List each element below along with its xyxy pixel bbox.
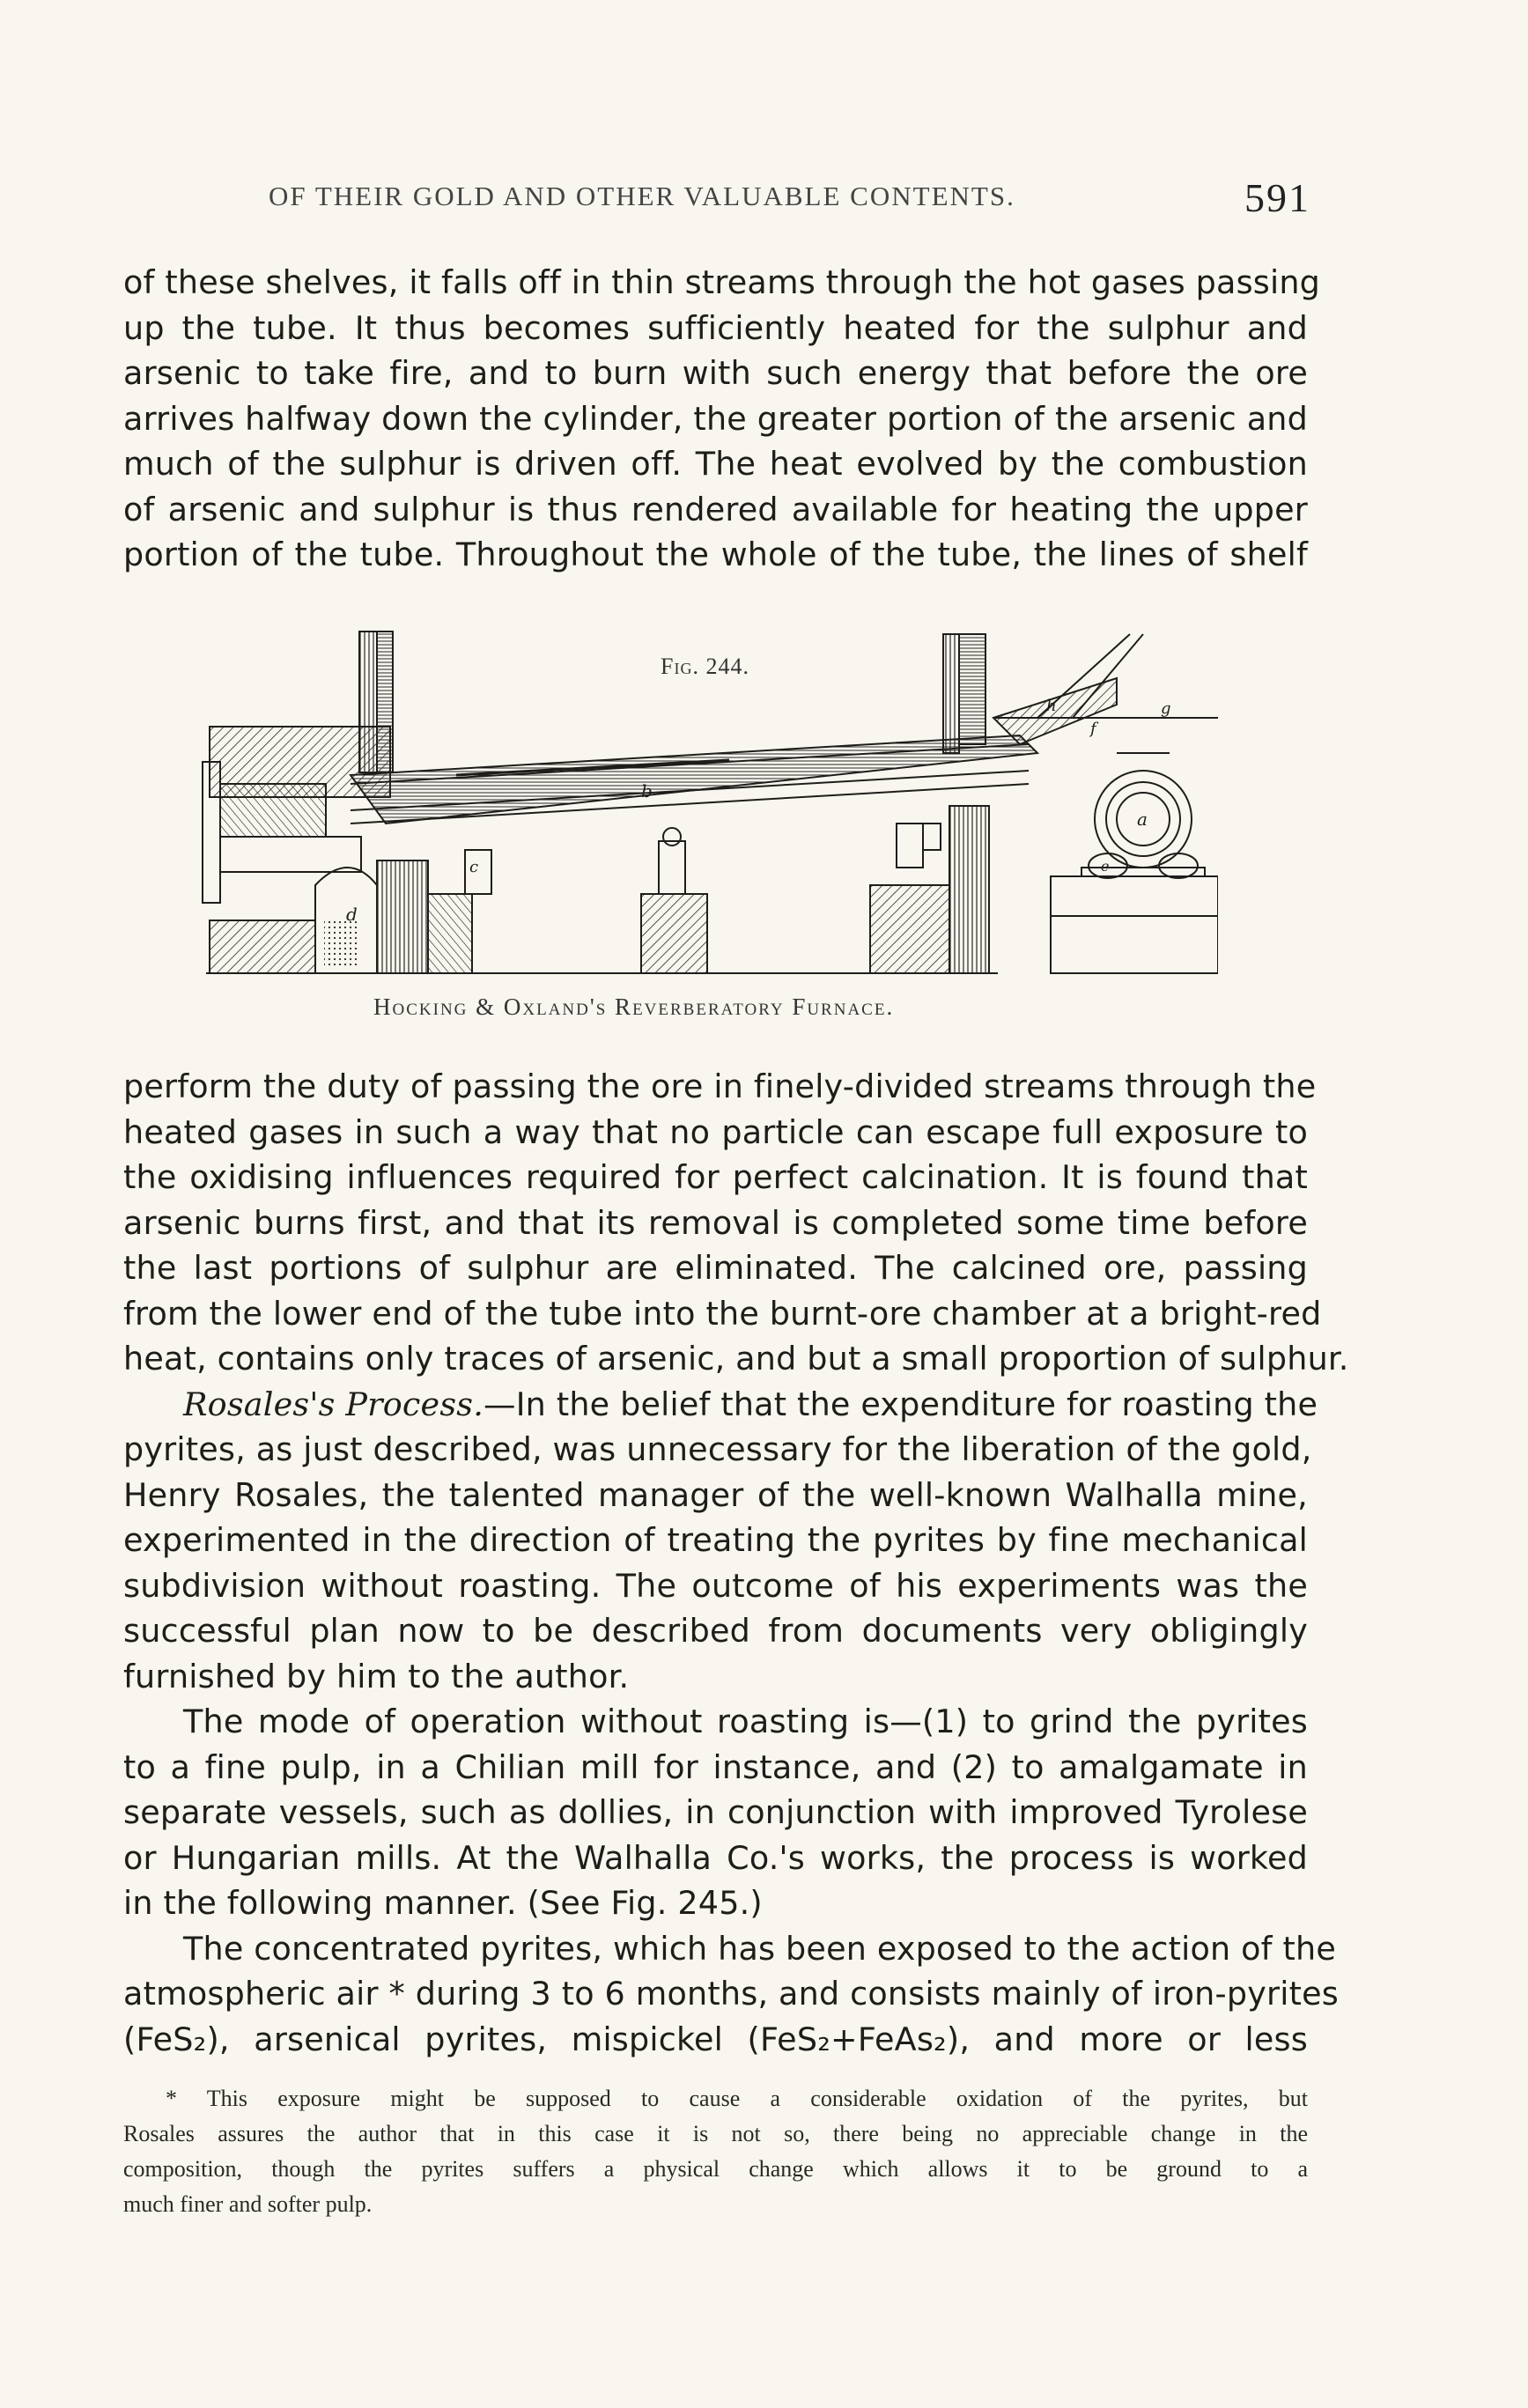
footnote-line: composition, though the pyrites suffers a physical change which allows it to be ground to a [123,2156,1308,2182]
text-line: portion of the tube. Throughout the whole of the tube, the lines of shelf [123,536,1308,573]
text-line: atmospheric air * during 3 to 6 months, and consists mainly of iron-pyrites [123,1975,1339,2013]
text-line: or Hungarian mills. At the Walhalla Co.'s works, the process is worked [123,1838,1308,1877]
text-line: arsenic to take fire, and to burn with such energy that before the ore [123,354,1308,392]
text-line: arrives halfway down the cylinder, the greater portion of the arsenic and [123,399,1308,438]
body-text [123,1064,1349,2062]
rosales-first-line-rest: —In the belief that the expenditure for roasting the [483,1385,1318,1423]
text-line: experimented in the direction of treating the pyrites by fine mechanical [123,1521,1308,1559]
label-e: e [1101,858,1110,875]
text-line: heat, contains only traces of arsenic, and but a small proportion of sulphur. [123,1340,1349,1378]
label-c: c [469,858,479,876]
text-line: from the lower end of the tube into the burnt-ore chamber at a bright-red [123,1294,1322,1333]
paragraph-top [123,260,1321,578]
text-line: (FeS₂), arsenical pyrites, mispickel (FeS₂+FeAs₂), and more or less [123,2020,1308,2058]
text-line: pyrites, as just described, was unnecessary for the liberation of the gold, [123,1430,1312,1468]
label-d: d [346,904,358,925]
text-line: The concentrated pyrites, which has been exposed to the action of the [183,1929,1337,1968]
text-line: arsenic burns first, and that its removal is completed some time before [123,1203,1308,1242]
text-line: separate vessels, such as dollies, in conjunction with improved Tyrolese [123,1793,1308,1831]
text-line: up the tube. It thus becomes sufficiently heated for the sulphur and [123,308,1308,347]
rosales-first-line [123,1382,1318,1428]
text-line: The mode of operation without roasting is—(1) to grind the pyrites [183,1703,1308,1740]
label-f: f [1090,720,1096,738]
text-line: furnished by him to the author. [123,1657,630,1695]
text-line: successful plan now to be described from documents very obligingly [123,1612,1308,1650]
text-line: to a fine pulp, in a Chilian mill for instance, and (2) to amalgamate in [123,1747,1308,1786]
text-line: Henry Rosales, the talented manager of the well-known Walhalla mine, [123,1475,1308,1514]
label-b: b [641,780,653,801]
text-line: subdivision without roasting. The outcome of his experiments was the [123,1566,1308,1605]
figure-caption: Hocking & Oxland's Reverberatory Furnace. [373,993,895,1020]
footnote-line: much finer and softer pulp. [123,2191,373,2217]
running-head: OF THEIR GOLD AND OTHER VALUABLE CONTENTS. [269,181,1015,211]
text-line: much of the sulphur is driven off. The heat evolved by the combustion [123,445,1308,483]
figure-label: Fig. 244. [661,654,749,679]
text-line: of arsenic and sulphur is thus rendered available for heating the upper [123,490,1308,528]
footnote-line: * This exposure might be supposed to cause a considerable oxidation of the pyrites, but [166,2086,1308,2111]
page-number: 591 [1244,175,1310,220]
text-line: perform the duty of passing the ore in finely-divided streams through the [123,1067,1317,1105]
text-line: heated gases in such a way that no particle can escape full exposure to [123,1112,1308,1151]
footnote-line: Rosales assures the author that in this case it is not so, there being no appreciable change in the [123,2121,1308,2146]
footnote [123,2081,1308,2222]
rosales-title: Rosales's Process. [183,1385,484,1423]
furnace-illustration [201,630,1218,975]
label-a: a [1137,809,1148,830]
label-g: g [1161,699,1171,718]
text-line: of these shelves, it falls off in thin streams through the hot gases passing [123,263,1321,301]
text-line: the oxidising influences required for perfect calcination. It is found that [123,1158,1308,1196]
text-line: the last portions of sulphur are eliminated. The calcined ore, passing [123,1249,1308,1287]
label-h: h [1046,697,1057,715]
text-line: in the following manner. (See Fig. 245.) [123,1884,763,1922]
